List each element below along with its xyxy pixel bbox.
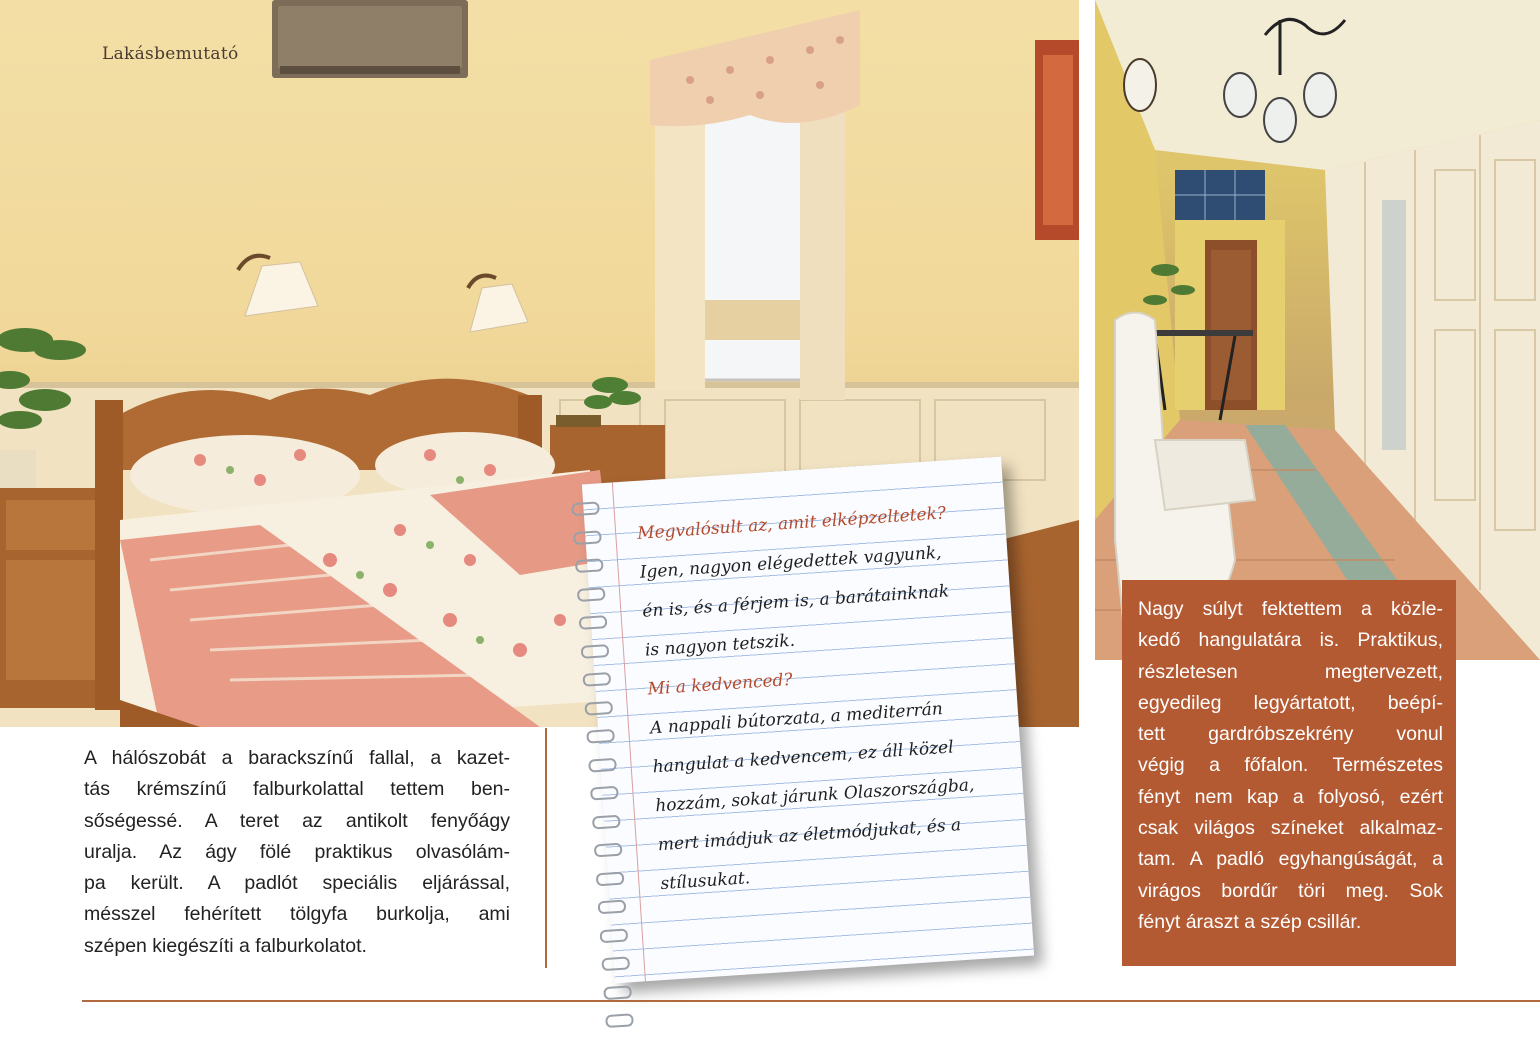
main-text-line: szépen kiegészíti a falburkolatot. — [84, 934, 367, 957]
callout-line: csak világos színeket alkalmaz- — [1138, 817, 1443, 840]
notebook-answer-line: A nappali bútorzata, a mediterrán — [649, 699, 944, 739]
interview-notebook — [582, 457, 1034, 984]
callout-line: tett gardróbszekrény vonul — [1138, 723, 1443, 746]
section-label: Lakásbemutató — [102, 44, 239, 64]
callout-line: kedő hangulatára is. Praktikus, — [1138, 629, 1443, 652]
main-text-line: mésszel fehérített tölgyfa burkolja, ami — [84, 903, 510, 926]
column-divider — [545, 728, 547, 968]
notebook-spiral — [571, 501, 635, 1043]
callout-line: tam. A padló egyhangúságát, a — [1138, 848, 1443, 871]
main-text — [84, 743, 510, 962]
hallway-photo — [1095, 0, 1540, 660]
callout-line: fényt áraszt a szép csillár. — [1138, 910, 1362, 933]
main-text-line: A hálószobát a barackszínű fallal, a kazet- — [84, 747, 510, 769]
main-text-line: uralja. Az ágy fölé praktikus olvasólám- — [84, 840, 510, 863]
notebook-answer-line: Igen, nagyon elégedettek vagyunk, — [639, 542, 943, 583]
callout-line: fényt nem kap a folyosó, ezért — [1138, 785, 1443, 808]
main-text-line: tás krémszínű falburkolattal tettem ben- — [84, 778, 510, 801]
notebook-answer-line: hozzám, sokat járunk Olaszországba, — [654, 775, 975, 817]
bottom-rule — [82, 1000, 1540, 1002]
main-text-line: pa került. A padlót speciális eljárással, — [84, 872, 510, 895]
callout-line: virágos bordűr töri meg. Sok — [1138, 879, 1443, 902]
callout-line: végig a főfalon. Természetes — [1138, 754, 1443, 777]
hallway-illustration — [1095, 0, 1540, 660]
notebook-answer-line: is nagyon tetszik. — [644, 630, 796, 661]
callout-line: Nagy súlyt fektettem a közle- — [1138, 598, 1443, 620]
notebook-answer-line: én is, és a férjem is, a barátainknak — [641, 581, 950, 622]
callout-line: részletesen megtervezett, — [1138, 660, 1443, 683]
notebook-question: Mi a kedvenced? — [646, 669, 794, 700]
notebook-answer-line: mert imádjuk az életmódjukat, és a — [657, 815, 962, 856]
main-text-line: sőségessé. A teret az antikolt fenyőágy — [84, 809, 510, 832]
notebook-question: Megvalósult az, amit elképzeltetek? — [636, 503, 947, 544]
callout-line: egyedileg legyártatott, beépí- — [1138, 691, 1443, 714]
notebook-answer-line: hangulat a kedvencem, ez áll közel — [652, 737, 955, 778]
notebook-answer-line: stílusukat. — [659, 868, 751, 895]
hallway-callout — [1122, 580, 1456, 966]
notebook-text — [636, 491, 1016, 904]
